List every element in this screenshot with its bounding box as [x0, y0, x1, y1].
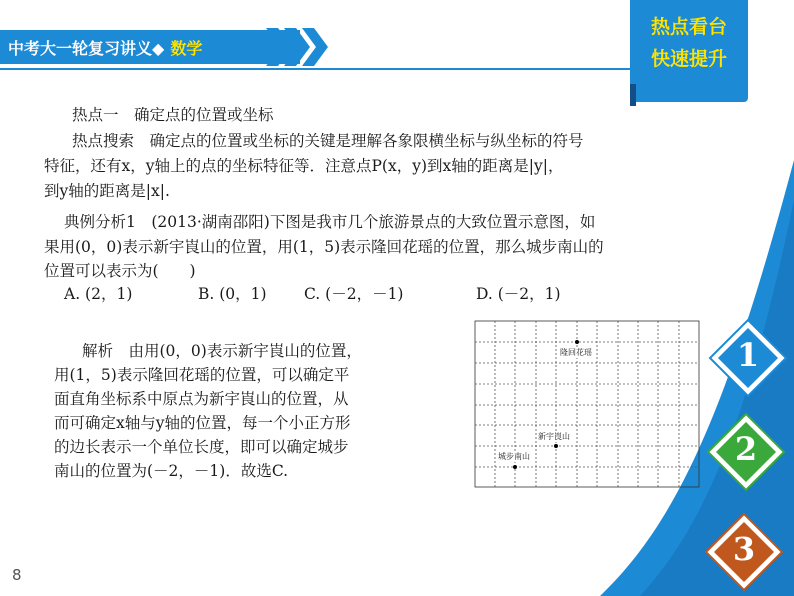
analysis-line-6: 南山的位置为(－2，－1)．故选C.: [54, 462, 289, 480]
nav-item-3-label: 3: [732, 530, 756, 568]
search-line-2: 特征，还有x，y轴上的点的坐标特征等．注意点P(x，y)到x轴的距离是|y|，: [44, 157, 564, 175]
longhui-label: 隆回花瑶: [560, 348, 592, 357]
option-b: B. (0，1): [198, 285, 267, 303]
example-line-1: 典例分析1 (2013·湖南邵阳)下图是我市几个旅游景点的大致位置示意图，如: [64, 213, 596, 231]
lecture-title: 中考大一轮复习讲义◆: [8, 39, 165, 58]
section-heading: 热点一 确定点的位置或坐标: [72, 106, 274, 124]
option-c: C. (－2，－1): [304, 285, 404, 303]
page-number: 8: [12, 566, 22, 584]
option-a: A. (2，1): [64, 285, 133, 303]
analysis-line-1: 解析 由用(0，0)表示新宇崀山的位置，: [82, 342, 362, 360]
example-line-2: 果用(0，0)表示新宇崀山的位置，用(1，5)表示隆回花瑶的位置，那么城步南山的: [44, 238, 604, 256]
chengbu-label: 城步南山: [498, 452, 530, 461]
header-rule: [0, 68, 640, 70]
nav-item-2[interactable]: [706, 412, 786, 492]
nav-item-1-label: 1: [736, 336, 760, 374]
nav-item-2-label: 2: [734, 430, 758, 468]
header-title: [8, 36, 202, 59]
example-line-3: 位置可以表示为( ): [44, 262, 196, 280]
nav-item-1[interactable]: [708, 318, 788, 398]
chevron-arrows-icon: [262, 26, 332, 68]
analysis-line-2: 用(1，5)表示隆回花瑶的位置，可以确定平: [54, 366, 350, 384]
nav-item-3[interactable]: [704, 512, 784, 592]
search-line-1: 热点搜索 确定点的位置或坐标的关键是理解各象限横坐标与纵坐标的符号: [72, 132, 584, 150]
hot-topic-line-1: 热点看台: [650, 16, 727, 38]
option-d: D. (－2，1): [476, 285, 561, 303]
analysis-line-5: 的边长表示一个单位长度，即可以确定城步: [54, 438, 349, 456]
location-map: [474, 320, 700, 488]
subject-label: 数学: [170, 39, 203, 58]
analysis-line-3: 面直角坐标系中原点为新宇崀山的位置，从: [54, 390, 349, 408]
xinyu-label: 新宇崀山: [538, 432, 570, 441]
map-grid: [475, 321, 699, 487]
longhui-point: [575, 340, 579, 344]
analysis-line-4: 而可确定x轴与y轴的位置，每一个小正方形: [54, 414, 351, 432]
hot-topic-line-2: 快速提升: [650, 48, 727, 70]
hot-topic-box-shadow: [630, 84, 636, 106]
xinyu-point: [554, 444, 558, 448]
search-line-3: 到y轴的距离是|x|.: [44, 182, 170, 200]
chengbu-point: [513, 465, 517, 469]
